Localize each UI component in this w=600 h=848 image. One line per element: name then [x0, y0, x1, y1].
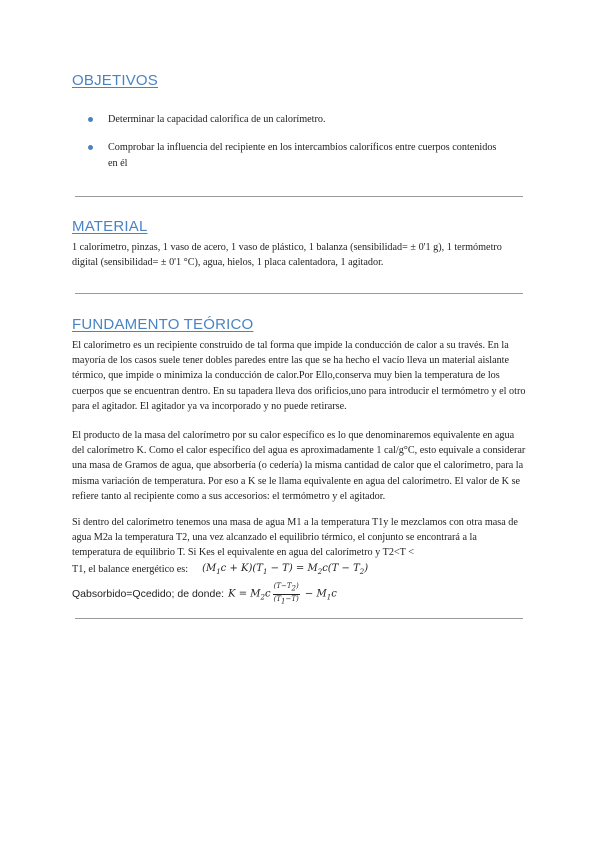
- list-item: [88, 112, 508, 128]
- objetivos-heading: OBJETIVOS: [72, 72, 158, 89]
- bullet-icon: [88, 117, 93, 122]
- k-equation: $K = M_2c$ $\frac{(T-T_2)}{(T_1-T)}$ − $M_1c$: [228, 582, 337, 605]
- fundamento-heading: FUNDAMENTO TEÓRICO: [72, 316, 254, 333]
- fundamento-paragraph-2: El producto de la masa del calorímetro por su calor específico es lo que denominaremos equivalente en agua del calorímetro K. Como el calor específico del agua es aproximadamente 1 cal/g°C, esto equivale a considerar una masa de Gramos de agua, que absorbería (o cedería) la misma cantidad de calor que el calorímetro, para la misma variación de temperatura. Por eso a K se le llama equivalente en agua del calorímetro. El valor de K se refiere tanto al recipiente como a sus accesorios: el termómetro y el agitador.: [72, 430, 526, 502]
- objetivos-list: [88, 112, 508, 184]
- objetivo-text: Comprobar la influencia del recipiente en los intercambios caloríficos entre cuerpos contenidos en él: [108, 142, 497, 169]
- section-divider: [75, 293, 523, 294]
- balance-equation: $(M_1c + K)(T_1 - T) = M_2c(T - T_2)$: [202, 562, 369, 576]
- objetivo-text: Determinar la capacidad calorífica de un calorímetro.: [108, 114, 326, 125]
- balance-label: Qabsorbido=Qcedido; de donde:: [72, 588, 225, 600]
- fundamento-paragraph-3: Si dentro del calorímetro tenemos una masa de agua M1 a la temperatura T1y le mezclamos con otra masa de agua M2a la temperatura T2, una vez alcanzado el equilibrio térmico, el conjunto se encontrará a la temperatura de equilibrio T. Si Kes el equivalente en agua del calorímetro y T2<T <: [72, 517, 518, 559]
- k-equation-line: [72, 583, 527, 605]
- balance-intro: T1, el balance energético es:: [72, 563, 189, 575]
- material-text: 1 calorímetro, pinzas, 1 vaso de acero, 1 vaso de plástico, 1 balanza (sensibilidad= ± 0'1 g), 1 termómetro digital (sensibilidad= ± 0'1 °C), agua, hielos, 1 placa calentadora, 1 agitador.: [72, 242, 502, 269]
- bullet-icon: [88, 145, 93, 150]
- list-item: [88, 140, 508, 172]
- section-divider: [75, 618, 523, 619]
- fundamento-paragraph-1: El calorímetro es un recipiente construido de tal forma que impide la conducción de calor a su través. En la mayoría de los casos suele tener dobles paredes entre las que se ha hecho el vacío lleva un material aislante térmico, que impide o minimiza la conducción de calor.Por Ello,conserva muy bien la temperatura de los cuerpos que se encuentran dentro. En su tapadera lleva dos orificios,uno para introducir el termómetro y el otro para el agitador. El agitador ya va incorporado y no puede retirarse.: [72, 340, 526, 412]
- balance-equation-line: [72, 558, 527, 580]
- section-divider: [75, 196, 523, 197]
- material-heading: MATERIAL: [72, 218, 148, 235]
